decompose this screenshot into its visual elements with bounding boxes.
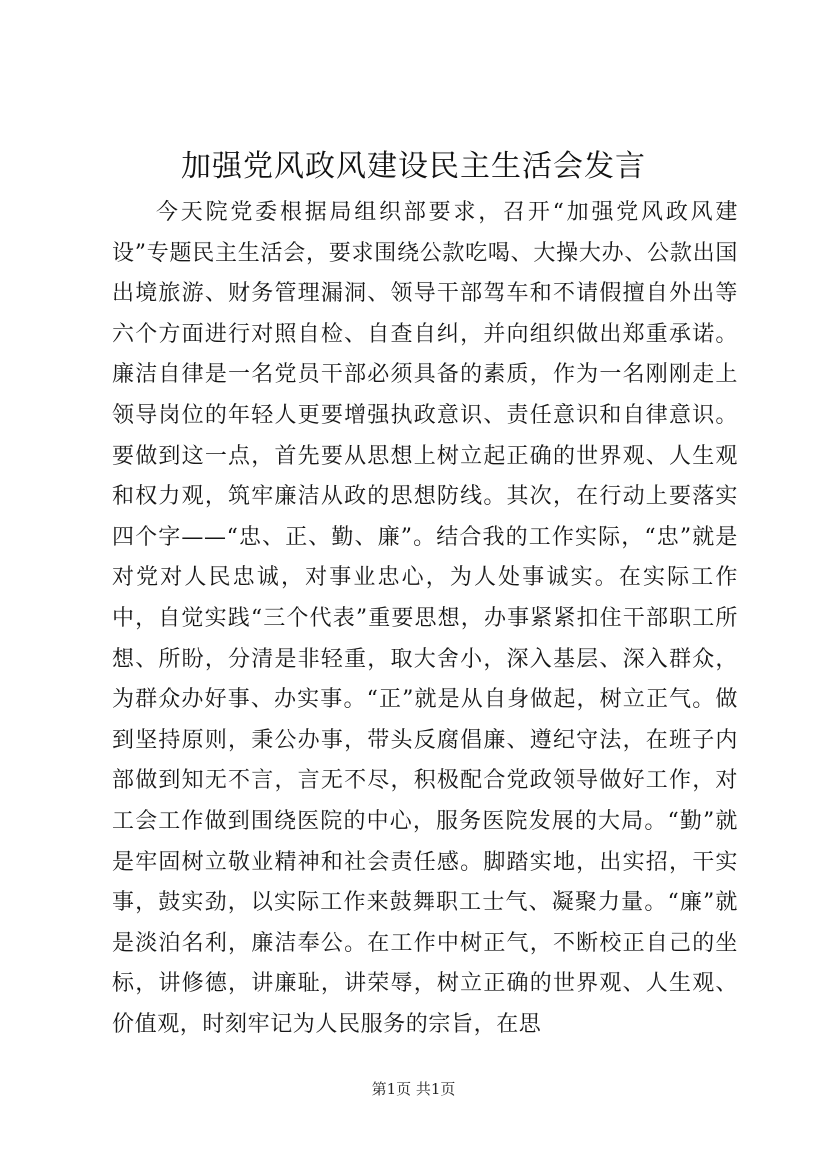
page-footer: 第1页 共1页 (371, 1080, 456, 1098)
document-body-paragraph: 今天院党委根据局组织部要求，召开“加强党风政风建设”专题民主生活会，要求围绕公款吃喝、大操大办、公款出国出境旅游、财务管理漏洞、领导干部驾车和不请假擅自外出等六个方面进行对照自检、自查自纠，并向组织做出郑重承诺。廉洁自律是一名党员干部必须具备的素质，作为一名刚刚走上领导岗位的年轻人更要增强执政意识、责任意识和自律意识。要做到这一点，首先要从思想上树立起正确的世界观、人生观和权力观，筑牢廉洁从政的思想防线。其次，在行动上要落实四个字——“忠、正、勤、廉”。结合我的工作实际，“忠”就是对党对人民忠诚，对事业忠心，为人处事诚实。在实际工作中，自觉实践“三个代表”重要思想，办事紧紧扣住干部职工所想、所盼，分清是非轻重，取大舍小，深入基层、深入群众，为群众办好事、办实事。“正”就是从自身做起，树立正气。做到坚持原则，秉公办事，带头反腐倡廉、遵纪守法，在班子内部做到知无不言，言无不尽，积极配合党政领导做好工作，对工会工作做到围绕医院的中心，服务医院发展的大局。“勤”就是牢固树立敬业精神和社会责任感。脚踏实地，出实招，干实事，鼓实劲，以实际工作来鼓舞职工士气、凝聚力量。“廉”就是淡泊名利，廉洁奉公。在工作中树正气，不断校正自己的坐标，讲修德，讲廉耻，讲荣辱，树立正确的世界观、人生观、价值观，时刻牢记为人民服务的宗旨，在思 (112, 200, 738, 1037)
document-title: 加强党风政风建设民主生活会发言 (181, 149, 646, 184)
